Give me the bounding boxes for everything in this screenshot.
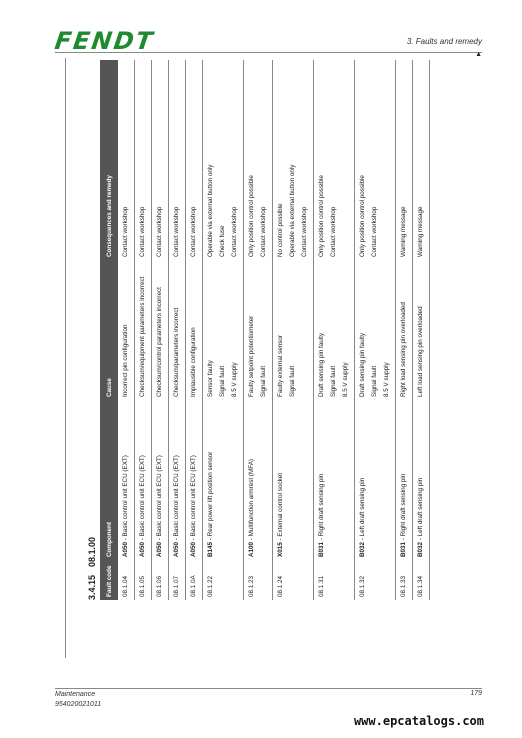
remedy-cell: [186, 60, 203, 260]
cause-cell: [413, 260, 430, 400]
cause-cell: [169, 260, 186, 400]
cause-line: Faulty setpoint potentiometer: [248, 315, 255, 397]
cause-line: Signal fault: [219, 365, 226, 397]
table-row: [314, 60, 355, 600]
footer-doc: Maintenance: [55, 691, 96, 698]
table-row: [244, 60, 273, 600]
fault-code-cell: 08.1.07: [169, 560, 186, 600]
component-cell: [413, 400, 430, 560]
component-id: B032: [417, 541, 424, 557]
cause-cell: [244, 260, 273, 400]
header-remedy: Consequences and remedy: [100, 60, 118, 260]
cause-cell: [135, 260, 152, 400]
component-cell: [273, 400, 314, 560]
fault-code-cell: 08.1.23: [244, 560, 273, 600]
fendt-logo: FENDT: [53, 27, 157, 55]
remedy-line: Check fuse: [219, 225, 226, 257]
remedy-line: Only position control possible: [359, 175, 366, 257]
remedy-line: Contact workshop: [190, 206, 197, 257]
component-cell: [169, 400, 186, 560]
table-header: [100, 60, 118, 600]
component-name: - Right draft sensing pin: [400, 473, 407, 542]
fault-code-cell: 08.1.06: [152, 560, 169, 600]
component-name: - Left draft sensing pin: [417, 477, 424, 542]
cause-line: Signal fault: [371, 365, 378, 397]
remedy-line: Only position control possible: [248, 175, 255, 257]
remedy-line: Contact workshop: [231, 206, 238, 257]
component-id: A050: [173, 541, 180, 557]
component-name: - Multifunction armrest (MFA): [248, 459, 255, 542]
component-id: A050: [122, 541, 129, 557]
component-id: B031: [400, 541, 407, 557]
component-id: B031: [318, 541, 325, 557]
cause-line: Right load sensing pin overloaded: [400, 302, 407, 397]
fault-code-cell: 08.1.05: [135, 560, 152, 600]
remedy-line: Warning message: [417, 206, 424, 257]
table-code: 08.1.00: [87, 536, 97, 567]
remedy-line: Contact workshop: [371, 206, 378, 257]
remedy-cell: [314, 60, 355, 260]
triangle-icon: ▲: [475, 51, 482, 58]
footer-docno: 954020021011: [55, 701, 102, 708]
cause-line: 8.5 V supply: [383, 362, 390, 397]
component-name: - Basic control unit ECU (EXT): [139, 455, 146, 542]
top-rule: [55, 52, 482, 53]
cause-cell: [186, 260, 203, 400]
cause-line: 8.5 V supply: [231, 362, 238, 397]
table-row: [413, 60, 430, 600]
table-row: [135, 60, 152, 600]
table-row: [273, 60, 314, 600]
fault-code-cell: 08.1.24: [273, 560, 314, 600]
component-name: - Left draft sensing pin: [359, 477, 366, 542]
cause-line: Signal fault: [289, 365, 296, 397]
watermark-url[interactable]: www.epcatalogs.com: [353, 714, 484, 728]
component-cell: [186, 400, 203, 560]
remedy-line: Contact workshop: [330, 206, 337, 257]
table-row: [396, 60, 413, 600]
remedy-cell: [152, 60, 169, 260]
remedy-line: Warning message: [400, 206, 407, 257]
component-name: - Basic control unit ECU (EXT): [173, 455, 180, 542]
margin-rule: [65, 58, 66, 658]
remedy-line: Contact workshop: [139, 206, 146, 257]
header-component: Component: [100, 400, 118, 560]
component-cell: [203, 400, 244, 560]
rotated-table-wrapper: [84, 60, 484, 600]
remedy-line: Contact workshop: [156, 206, 163, 257]
footer-left: [55, 690, 101, 710]
section-heading: 3. Faults and remedy: [406, 37, 482, 46]
remedy-line: No control possible: [277, 203, 284, 257]
component-name: - Rear power lift position sensor: [207, 451, 214, 542]
cause-line: Incorrect pin configuration: [122, 324, 129, 397]
component-cell: [135, 400, 152, 560]
remedy-cell: [118, 60, 135, 260]
component-name: - Basic control unit ECU (EXT): [190, 455, 197, 542]
cause-line: Checksum/control parameters incorrect: [156, 287, 163, 397]
component-name: - Right draft sensing pin: [318, 473, 325, 542]
cause-cell: [355, 260, 396, 400]
component-id: A050: [190, 541, 197, 557]
component-cell: [355, 400, 396, 560]
page-number: 179: [470, 690, 482, 697]
remedy-cell: [413, 60, 430, 260]
remedy-line: Only position control possible: [318, 175, 325, 257]
remedy-line: Contact workshop: [260, 206, 267, 257]
table-row: [169, 60, 186, 600]
cause-cell: [396, 260, 413, 400]
cause-line: Draft sensing pin faulty: [318, 332, 325, 397]
component-cell: [152, 400, 169, 560]
remedy-cell: [203, 60, 244, 260]
remedy-line: Contact workshop: [122, 206, 129, 257]
remedy-line: Operable via external button only: [207, 164, 214, 257]
cause-line: Signal fault: [260, 365, 267, 397]
fault-code-cell: 08.1.04: [118, 560, 135, 600]
component-id: A100: [248, 541, 255, 557]
remedy-cell: [396, 60, 413, 260]
component-cell: [314, 400, 355, 560]
component-id: B032: [359, 541, 366, 557]
cause-line: Left load sensing pin overloaded: [417, 306, 424, 397]
fault-table: [100, 60, 430, 600]
cause-line: Signal fault: [330, 365, 337, 397]
table-row: [152, 60, 169, 600]
table-row: [203, 60, 244, 600]
component-id: A050: [156, 541, 163, 557]
table-title: [84, 60, 100, 600]
remedy-cell: [355, 60, 396, 260]
cause-cell: [203, 260, 244, 400]
cause-cell: [273, 260, 314, 400]
fault-code-cell: 08.1.32: [355, 560, 396, 600]
remedy-line: Contact workshop: [173, 206, 180, 257]
cause-line: Draft sensing pin faulty: [359, 332, 366, 397]
header-fault-code: Fault code: [100, 560, 118, 600]
component-name: - External control socket: [277, 472, 284, 543]
cause-line: Checksum/parameters incorrect: [173, 307, 180, 397]
table-row: [186, 60, 203, 600]
cause-cell: [152, 260, 169, 400]
cause-line: Faulty external sensor: [277, 335, 284, 397]
cause-line: Checksum/equipment parameters incorrect: [139, 276, 146, 397]
remedy-cell: [244, 60, 273, 260]
component-id: X015: [277, 542, 284, 557]
cause-line: 8.5 V supply: [342, 362, 349, 397]
component-name: - Basic control unit ECU (EXT): [156, 455, 163, 542]
fault-code-cell: 08.1.0A: [186, 560, 203, 600]
component-id: A050: [139, 541, 146, 557]
bottom-rule: [55, 688, 482, 689]
table-row: [118, 60, 135, 600]
table-number: 3.4.15: [87, 574, 97, 600]
component-cell: [244, 400, 273, 560]
component-name: - Basic control unit ECU (EXT): [122, 455, 129, 542]
remedy-line: Operable via external button only: [289, 164, 296, 257]
fault-code-cell: 08.1.33: [396, 560, 413, 600]
cause-cell: [314, 260, 355, 400]
cause-line: Implausible configuration: [190, 327, 197, 397]
component-cell: [118, 400, 135, 560]
remedy-cell: [273, 60, 314, 260]
remedy-cell: [169, 60, 186, 260]
component-id: B145: [207, 541, 214, 557]
fault-code-cell: 08.1.34: [413, 560, 430, 600]
remedy-cell: [135, 60, 152, 260]
header-cause: Cause: [100, 260, 118, 400]
component-cell: [396, 400, 413, 560]
table-row: [355, 60, 396, 600]
remedy-line: Contact workshop: [301, 206, 308, 257]
cause-cell: [118, 260, 135, 400]
cause-line: Sensor faulty: [207, 360, 214, 397]
fault-code-cell: 08.1.22: [203, 560, 244, 600]
fault-code-cell: 08.1.31: [314, 560, 355, 600]
